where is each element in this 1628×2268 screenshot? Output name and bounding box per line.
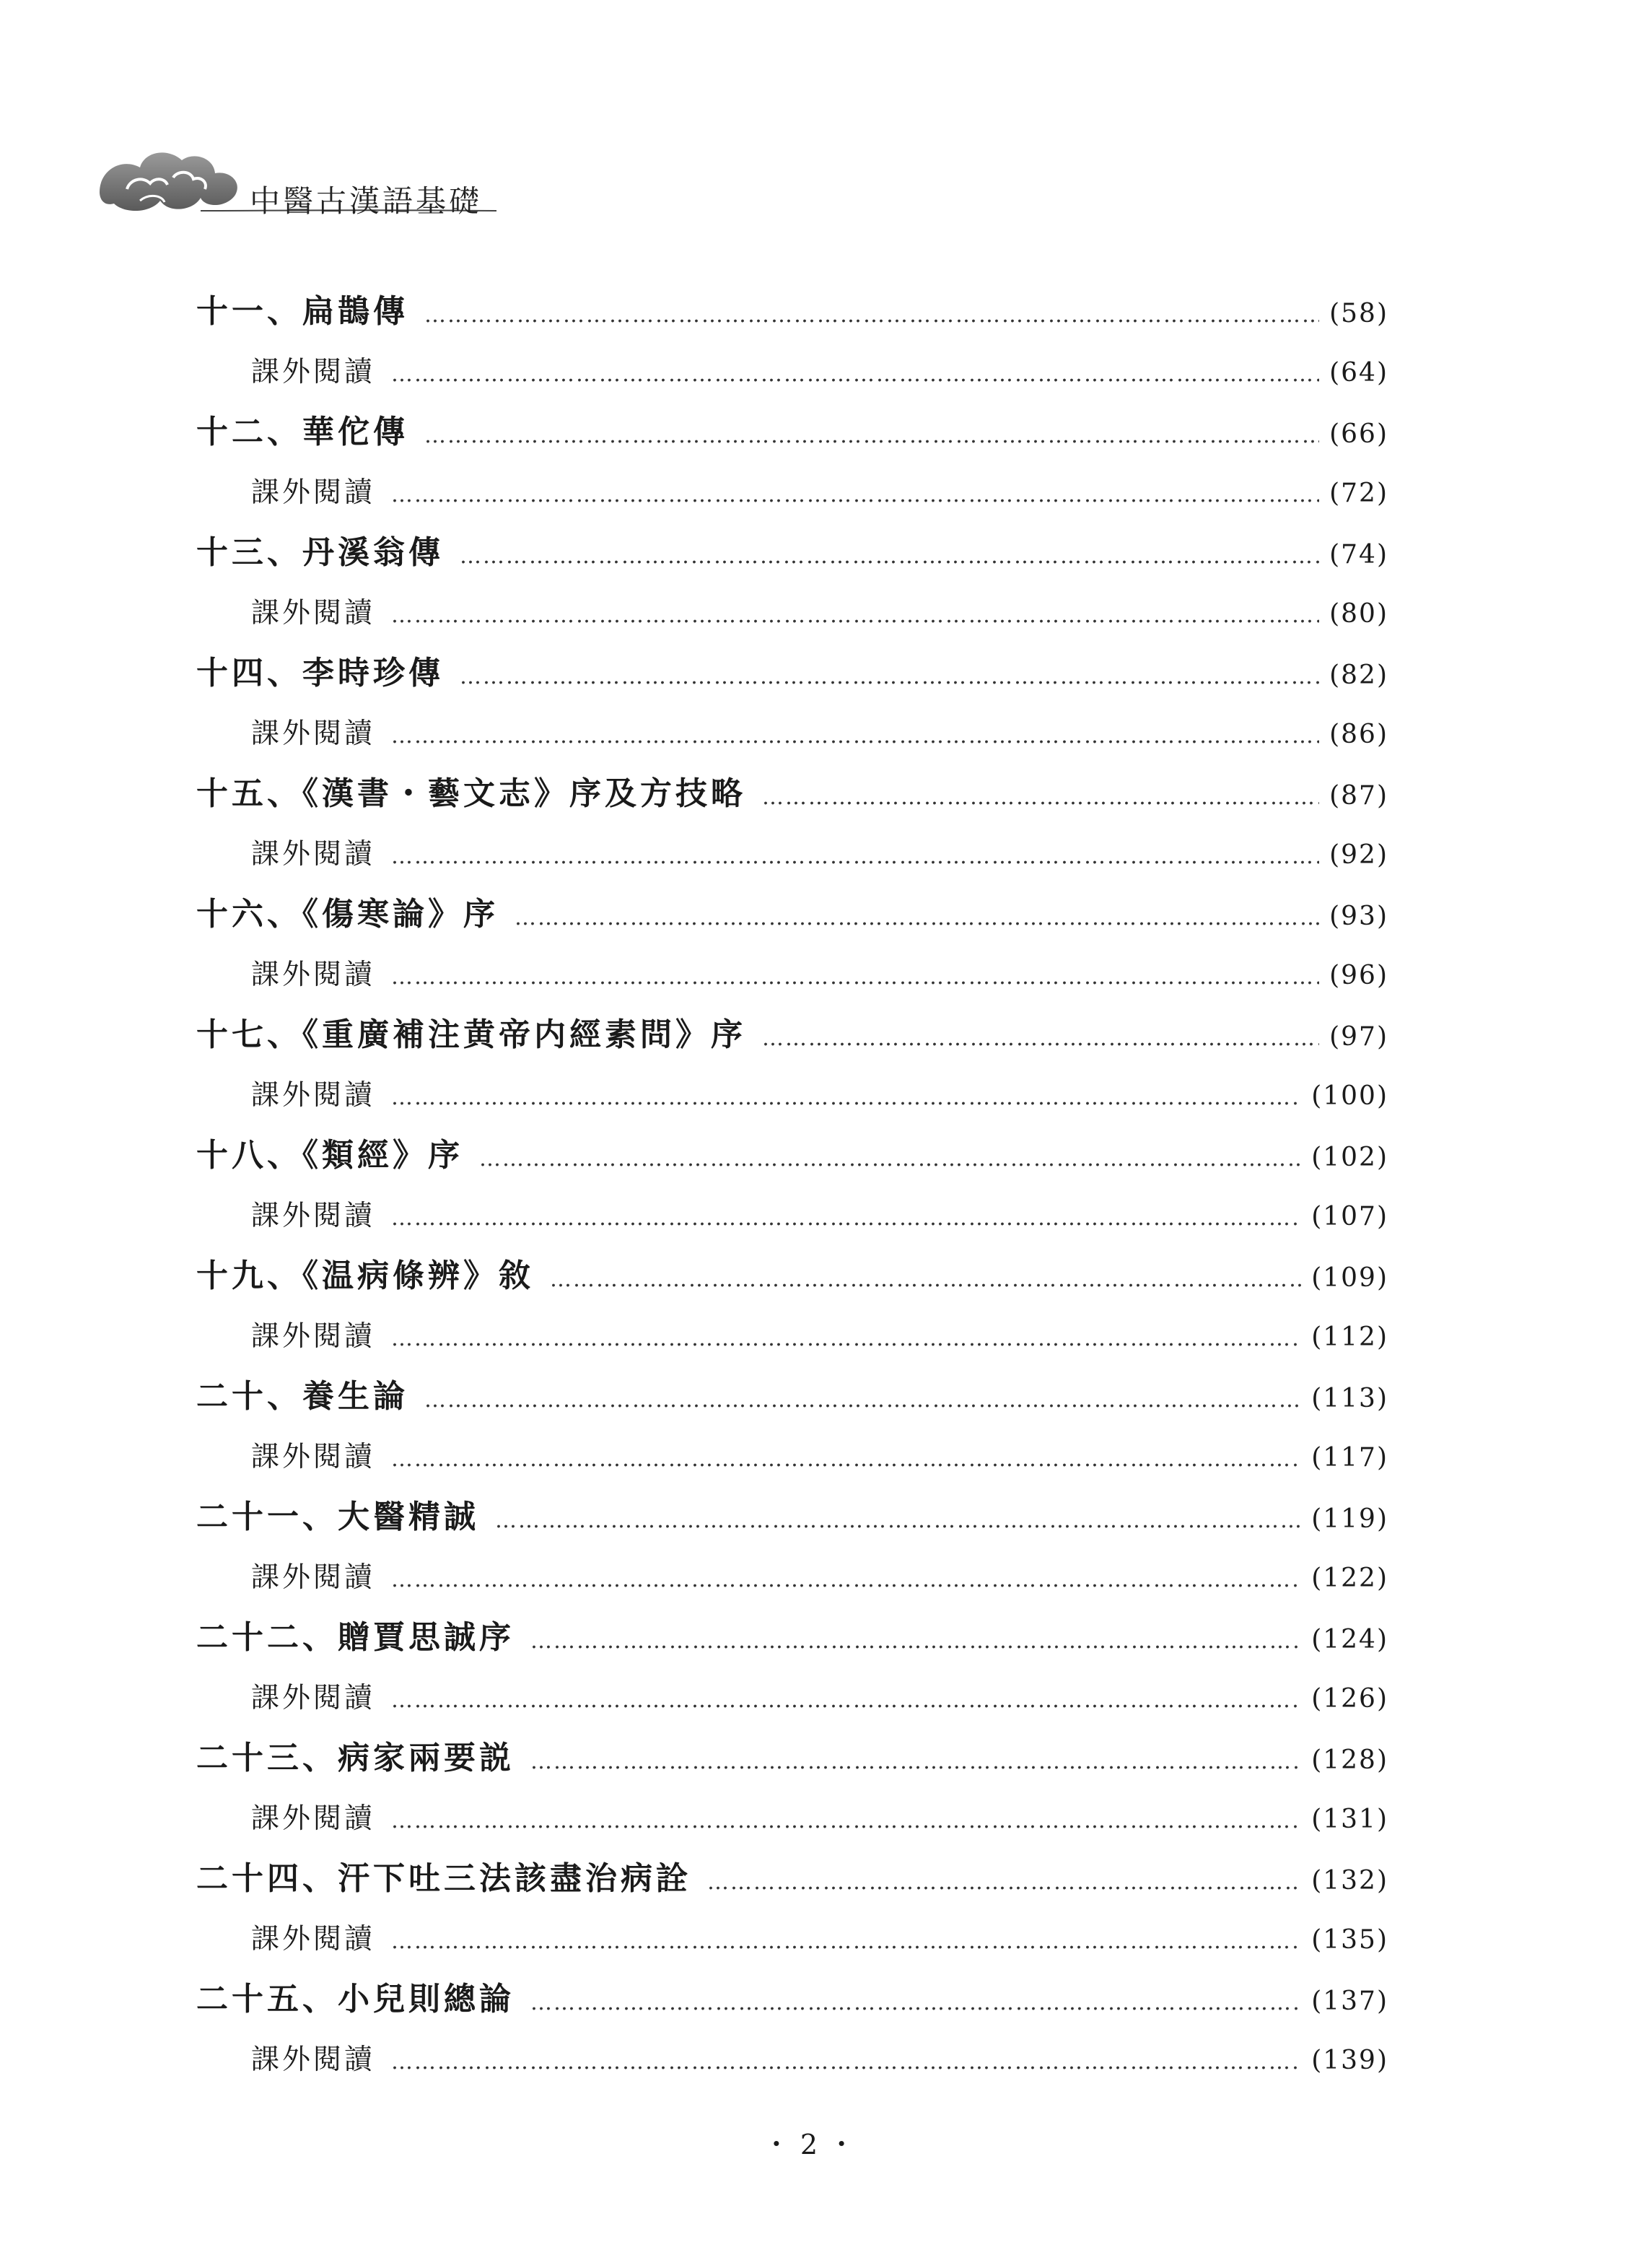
dot-leader bbox=[391, 826, 1319, 887]
toc-entry-title: 十五、《漢書・藝文志》序及方技略 bbox=[196, 775, 746, 812]
toc-subentry-page: (122) bbox=[1311, 1563, 1388, 1593]
toc-entry[interactable] bbox=[196, 1487, 1388, 1548]
dot-leader bbox=[391, 1911, 1301, 1972]
toc-entry-title: 十八、《類經》序 bbox=[196, 1137, 463, 1174]
toc-subentry-page: (135) bbox=[1311, 1924, 1388, 1955]
dot-leader bbox=[391, 585, 1319, 646]
toc-entry-title: 二十五、小兒則總論 bbox=[196, 1981, 515, 2018]
toc-subentry-title: 課外閱讀 bbox=[251, 958, 376, 991]
toc-subentry[interactable] bbox=[196, 463, 1388, 523]
toc-entry-page: (109) bbox=[1311, 1263, 1388, 1293]
toc-subentry-title: 課外閱讀 bbox=[251, 476, 376, 509]
dot-leader bbox=[391, 2032, 1301, 2093]
toc-entry-page: (58) bbox=[1329, 299, 1388, 328]
toc-subentry-page: (80) bbox=[1329, 598, 1388, 629]
toc-entry-title: 十二、華佗傳 bbox=[196, 414, 408, 450]
toc-subentry-title: 課外閱讀 bbox=[251, 1078, 376, 1112]
dot-leader bbox=[530, 1973, 1301, 2033]
dot-leader bbox=[515, 888, 1319, 948]
toc-entry-page: (113) bbox=[1311, 1384, 1388, 1413]
toc-subentry[interactable] bbox=[196, 1307, 1388, 1367]
toc-subentry[interactable] bbox=[196, 583, 1388, 644]
toc-subentry-page: (117) bbox=[1311, 1442, 1388, 1473]
toc-subentry-title: 課外閱讀 bbox=[251, 2043, 376, 2076]
dot-leader bbox=[391, 1188, 1301, 1249]
dot-leader bbox=[530, 1732, 1301, 1792]
toc-subentry-page: (86) bbox=[1329, 719, 1388, 749]
dot-leader bbox=[424, 1370, 1301, 1431]
toc-subentry-title: 課外閱讀 bbox=[251, 1681, 376, 1714]
toc-subentry-page: (131) bbox=[1311, 1804, 1388, 1834]
toc-entry-page: (97) bbox=[1329, 1022, 1388, 1052]
toc-entry-page: (74) bbox=[1329, 540, 1388, 570]
toc-entry[interactable] bbox=[196, 1728, 1388, 1789]
toc-entry-page: (128) bbox=[1311, 1745, 1388, 1775]
dot-leader bbox=[495, 1491, 1301, 1551]
toc-subentry-page: (100) bbox=[1311, 1081, 1388, 1111]
toc-entry-title: 二十一、大醫精誠 bbox=[196, 1499, 479, 1535]
toc-entry-page: (124) bbox=[1311, 1625, 1388, 1654]
toc-entry[interactable] bbox=[196, 1608, 1388, 1668]
toc-subentry[interactable] bbox=[196, 1909, 1388, 1970]
toc-subentry[interactable] bbox=[196, 1548, 1388, 1608]
dot-leader bbox=[707, 1852, 1301, 1913]
toc-entry[interactable] bbox=[196, 1125, 1388, 1186]
toc-entry-title: 二十、養生論 bbox=[196, 1378, 408, 1415]
toc-entry[interactable] bbox=[196, 884, 1388, 945]
toc-entry-title: 二十四、汗下吐三法該盡治病詮 bbox=[196, 1860, 691, 1897]
toc-entry-page: (132) bbox=[1311, 1866, 1388, 1896]
toc-subentry[interactable] bbox=[196, 1789, 1388, 1849]
dot-leader bbox=[460, 647, 1319, 707]
page-number: ・2・ bbox=[762, 2129, 866, 2160]
toc-entry-title: 十九、《温病條辨》敘 bbox=[196, 1257, 534, 1294]
toc-subentry-page: (107) bbox=[1311, 1201, 1388, 1231]
dot-leader bbox=[391, 947, 1319, 1008]
toc-subentry[interactable] bbox=[196, 1668, 1388, 1729]
toc-entry[interactable] bbox=[196, 523, 1388, 583]
toc-subentry-page: (72) bbox=[1329, 478, 1388, 508]
table-of-contents bbox=[196, 282, 1388, 2090]
dot-leader bbox=[391, 1068, 1301, 1128]
book-title: 中醫古漢語基礎 bbox=[250, 183, 483, 219]
toc-subentry-title: 課外閱讀 bbox=[251, 837, 376, 871]
dot-leader bbox=[530, 1611, 1301, 1672]
toc-subentry-title: 課外閱讀 bbox=[251, 1922, 376, 1955]
toc-entry[interactable] bbox=[196, 1969, 1388, 2030]
toc-entry-title: 二十三、病家兩要説 bbox=[196, 1740, 515, 1776]
dot-leader bbox=[391, 1429, 1301, 1490]
toc-subentry[interactable] bbox=[196, 1065, 1388, 1126]
toc-subentry-title: 課外閱讀 bbox=[251, 717, 376, 750]
toc-entry-page: (82) bbox=[1329, 660, 1388, 690]
dot-leader bbox=[550, 1249, 1301, 1310]
dot-leader bbox=[424, 406, 1319, 466]
toc-entry-page: (137) bbox=[1311, 1986, 1388, 2016]
toc-entry-title: 十三、丹溪翁傳 bbox=[196, 534, 444, 571]
dot-leader bbox=[391, 344, 1319, 405]
dot-leader bbox=[479, 1129, 1301, 1190]
dot-leader bbox=[424, 285, 1319, 346]
toc-entry-page: (87) bbox=[1329, 781, 1388, 811]
toc-subentry-page: (64) bbox=[1329, 357, 1388, 388]
toc-subentry-page: (96) bbox=[1329, 960, 1388, 990]
dot-leader bbox=[391, 1550, 1301, 1610]
toc-entry[interactable] bbox=[196, 282, 1388, 342]
toc-entry-title: 二十二、贈賈思誠序 bbox=[196, 1619, 515, 1656]
dot-leader bbox=[460, 526, 1319, 587]
toc-subentry-title: 課外閱讀 bbox=[251, 1440, 376, 1473]
toc-subentry-title: 課外閱讀 bbox=[251, 1802, 376, 1835]
toc-entry-title: 十一、扁鵲傳 bbox=[196, 293, 408, 330]
toc-subentry[interactable] bbox=[196, 824, 1388, 885]
toc-subentry[interactable] bbox=[196, 1427, 1388, 1488]
toc-subentry-page: (139) bbox=[1311, 2045, 1388, 2075]
toc-subentry-title: 課外閱讀 bbox=[251, 1561, 376, 1594]
toc-entry[interactable] bbox=[196, 764, 1388, 824]
dot-leader bbox=[391, 1670, 1301, 1731]
toc-subentry[interactable] bbox=[196, 945, 1388, 1006]
running-header bbox=[92, 141, 496, 228]
toc-entry-page: (93) bbox=[1329, 902, 1388, 931]
toc-subentry-page: (112) bbox=[1311, 1322, 1388, 1352]
toc-subentry-title: 課外閱讀 bbox=[251, 596, 376, 629]
toc-subentry-title: 課外閱讀 bbox=[251, 1320, 376, 1353]
toc-entry-title: 十四、李時珍傳 bbox=[196, 655, 444, 692]
toc-entry[interactable] bbox=[196, 1246, 1388, 1307]
dot-leader bbox=[762, 1008, 1319, 1069]
toc-entry[interactable] bbox=[196, 1366, 1388, 1427]
toc-entry[interactable] bbox=[196, 1849, 1388, 1909]
toc-subentry[interactable] bbox=[196, 1186, 1388, 1247]
dot-leader bbox=[391, 465, 1319, 525]
toc-subentry-title: 課外閱讀 bbox=[251, 1199, 376, 1232]
dot-leader bbox=[391, 1791, 1301, 1852]
dot-leader bbox=[762, 767, 1319, 828]
toc-entry-page: (119) bbox=[1311, 1504, 1388, 1534]
toc-subentry-title: 課外閱讀 bbox=[251, 355, 376, 388]
toc-subentry[interactable] bbox=[196, 342, 1388, 403]
dot-leader bbox=[391, 1309, 1301, 1369]
toc-entry-title: 十七、《重廣補注黄帝内經素問》序 bbox=[196, 1016, 746, 1053]
toc-subentry[interactable] bbox=[196, 704, 1388, 764]
toc-entry-page: (102) bbox=[1311, 1143, 1388, 1172]
toc-entry-page: (66) bbox=[1329, 419, 1388, 449]
toc-subentry[interactable] bbox=[196, 2030, 1388, 2090]
toc-entry[interactable] bbox=[196, 643, 1388, 704]
toc-entry[interactable] bbox=[196, 402, 1388, 463]
toc-entry[interactable] bbox=[196, 1005, 1388, 1065]
dot-leader bbox=[391, 706, 1319, 767]
toc-subentry-page: (126) bbox=[1311, 1683, 1388, 1714]
toc-entry-title: 十六、《傷寒論》序 bbox=[196, 896, 499, 933]
toc-subentry-page: (92) bbox=[1329, 839, 1388, 870]
